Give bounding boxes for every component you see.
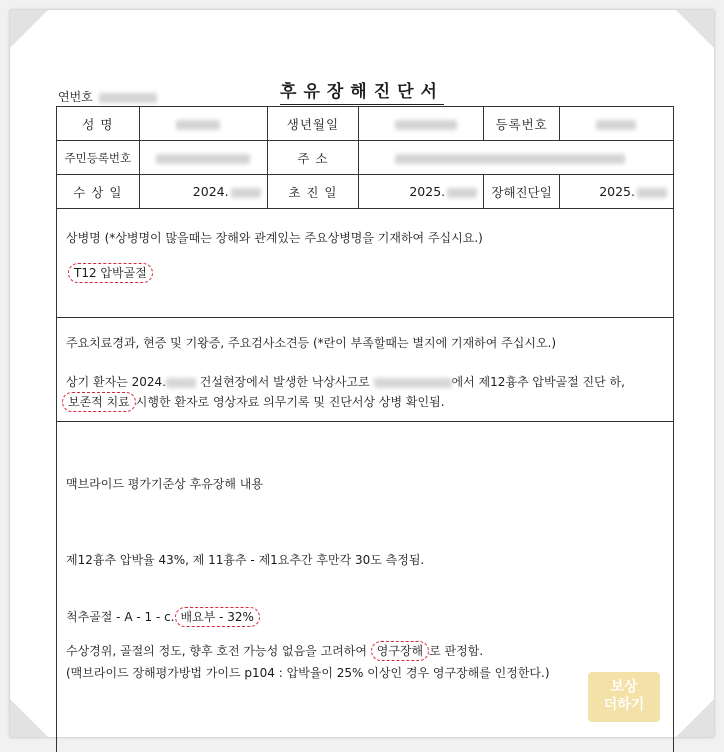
photo-corner-bottom-right <box>676 699 714 737</box>
rrn-label: 주민등록번호 <box>57 141 140 175</box>
watermark-logo <box>588 672 660 722</box>
reg-label: 등록번호 <box>484 107 560 141</box>
photo-corner-bottom-left <box>10 699 48 737</box>
diagnosis-heading: 상병명 (*상병명이 많을때는 장해와 관계있는 주요상병명을 기재하여 주십시요.) <box>66 231 483 245</box>
reg-value <box>560 107 674 141</box>
diagnosis-value <box>68 264 153 281</box>
birth-label: 생년월일 <box>267 107 359 141</box>
document-title <box>0 77 724 102</box>
addr-value <box>359 141 674 175</box>
watermark-line-1: 보상 <box>610 679 638 695</box>
assessment-note: (맥브라이드 장해평가방법 가이드 p104 : 압박율이 25% 이상인 경우 영구장해를 인정한다.) <box>66 666 550 680</box>
name-label: 성 명 <box>57 107 140 141</box>
photo-corner-top-left <box>10 10 48 48</box>
assessment-category: 척추골절 - A - 1 - c. 배요부 - 32% <box>66 608 260 625</box>
treatment-circled: 보존적 치료 <box>62 392 136 412</box>
diag-date-value: 2025. <box>560 175 674 209</box>
table-row <box>57 141 674 175</box>
first-exam-label: 초 진 일 <box>267 175 359 209</box>
injury-date-value: 2024. <box>139 175 267 209</box>
first-exam-value: 2025. <box>359 175 484 209</box>
diag-date-label: 장해진단일 <box>484 175 560 209</box>
conclusion-circled: 영구장해 <box>371 641 429 661</box>
assessment-heading: 맥브라이드 평가기준상 후유장해 내용 <box>66 477 263 491</box>
category-circled: 배요부 - 32% <box>175 607 260 627</box>
birth-value <box>359 107 484 141</box>
document-title-text: 후유장해진단서 <box>280 82 444 107</box>
treatment-line-1: 상기 환자는 2024. 건설현장에서 발생한 낙상사고로 에서 제12흉추 압박골절 진단 하, <box>66 375 625 389</box>
table-row <box>57 175 674 209</box>
watermark-line-2: 더하기 <box>603 697 645 713</box>
treatment-heading: 주요치료경과, 현증 및 기왕증, 주요검사소견등 (*란이 부족할때는 별지에 기재하여 주십시오.) <box>66 336 557 350</box>
treatment-line-2: 보존적 치료 시행한 환자로 영상자료 의무기록 및 진단서상 상병 확인됨. <box>62 393 445 410</box>
assessment-measure: 제12흉추 압박율 43%, 제 11흉추 - 제1요추간 후만각 30도 측정됨. <box>66 553 425 567</box>
section-divider <box>56 317 674 318</box>
section-divider <box>56 421 674 422</box>
assessment-conclusion: 수상경위, 골절의 정도, 향후 호전 가능성 없음을 고려하여 영구장해 로 판정함. <box>66 642 483 659</box>
serial-label: 연번호 <box>58 90 93 104</box>
diagnosis-circled: T12 압박골절 <box>68 263 153 283</box>
patient-info-table <box>56 106 674 209</box>
name-value <box>139 107 267 141</box>
addr-label: 주 소 <box>267 141 359 175</box>
photo-corner-top-right <box>676 10 714 48</box>
rrn-value <box>139 141 267 175</box>
table-row <box>57 107 674 141</box>
injury-date-label: 수 상 일 <box>57 175 140 209</box>
